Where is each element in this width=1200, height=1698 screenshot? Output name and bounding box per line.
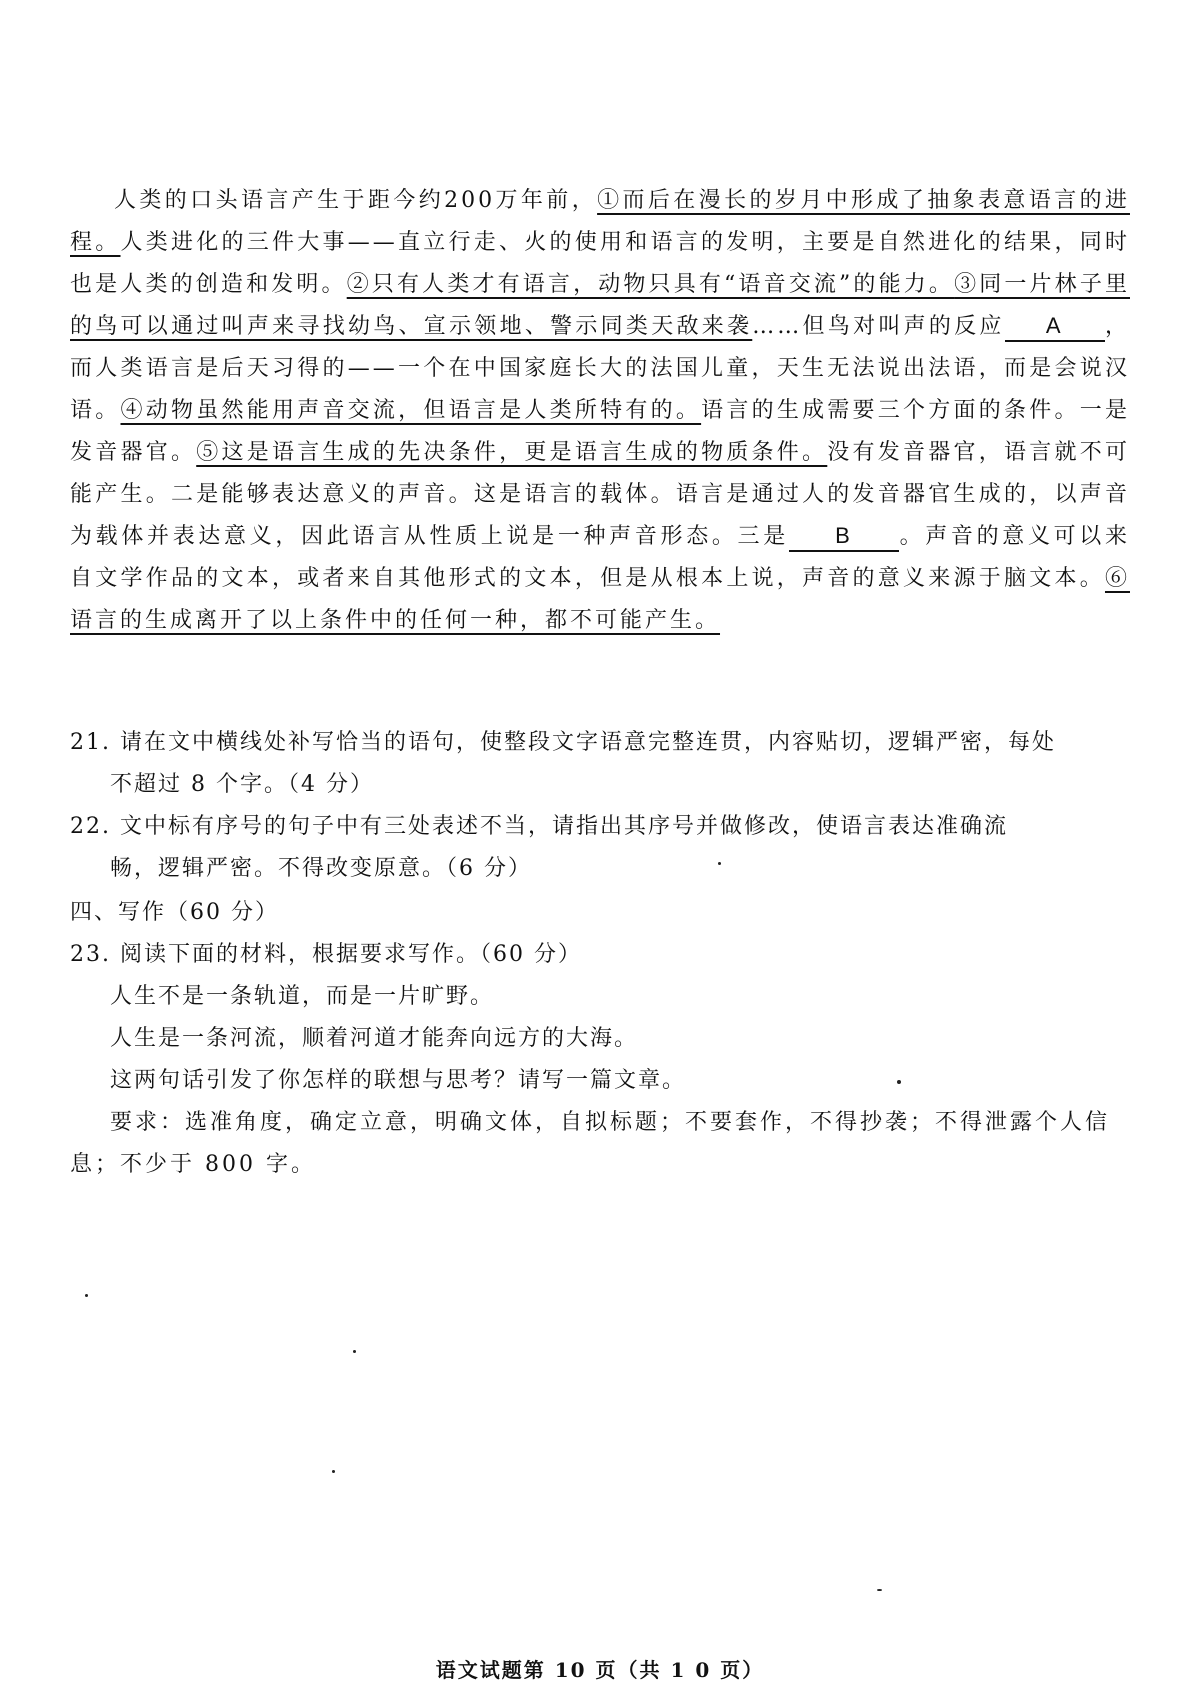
sentence-3: ③同一片林子里的鸟可以通过叫声来寻找幼鸟、宣示领地、警示同类天敌来袭 <box>70 272 1130 339</box>
scan-speck <box>897 1080 901 1084</box>
scan-speck <box>718 862 721 865</box>
sentence-evolution: 人类进化的三件大事——直立行走、火的使用和语言的发明，主要是自然进化的结果，同时也是人类的创造和发明。 <box>70 230 1130 297</box>
reading-passage <box>70 180 1130 642</box>
material-line-3: 这两句话引发了你怎样的联想与思考？请写一篇文章。 <box>110 1068 687 1093</box>
question-22 <box>70 806 1130 890</box>
sentence-meaning-source: 。声音的意义可以来自文学作品的文本，或者来自其他形式的文本，但是从根本上说，声音的意义来源于脑文本。 <box>70 524 1130 591</box>
question-22-line2: 畅，逻辑严密。不得改变原意。（6 分） <box>110 856 532 881</box>
sentence-5: ⑤这是语言生成的先决条件，更是语言生成的物质条件。 <box>196 440 828 465</box>
sentence-french-child: ，而人类语言是后天习得的——一个在中国家庭长大的法国儿童，天生无法说出法语，而是会说汉语。 <box>70 314 1130 423</box>
blank-b: B <box>789 522 899 552</box>
question-21-line2: 不超过 8 个字。（4 分） <box>110 772 374 797</box>
scan-speck <box>353 1350 356 1353</box>
writing-requirements: 要求：选准角度，确定立意，明确文体，自拟标题；不要套作，不得抄袭；不得泄露个人信息；不少于 800 字。 <box>70 1110 1111 1177</box>
section-writing-heading: 四、写作（60 分） <box>70 900 279 925</box>
sentence-4: ④动物虽然能用声音交流，但语言是人类所特有的。 <box>120 398 702 423</box>
scan-speck <box>877 1589 882 1591</box>
question-21-line1: 21. 请在文中横线处补写恰当的语句，使整段文字语意完整连贯，内容贴切，逻辑严密，每处 <box>70 730 1056 755</box>
scan-speck <box>85 1294 88 1297</box>
sentence-bird-reaction: ……但鸟对叫声的反应 <box>752 314 1005 339</box>
question-23: 23. 阅读下面的材料，根据要求写作。（60 分） <box>70 942 582 967</box>
scan-speck <box>332 1470 335 1473</box>
material-line-1: 人生不是一条轨道，而是一片旷野。 <box>110 984 495 1009</box>
material-line-2: 人生是一条河流，顺着河道才能奔向远方的大海。 <box>110 1026 639 1051</box>
question-21 <box>70 722 1130 806</box>
sentence-1: ①而后在漫长的岁月中形成了抽象表意语言的进程。 <box>70 188 1130 255</box>
question-22-line1: 22. 文中标有序号的句子中有三处表述不当，请指出其序号并做修改，使语言表达准确流 <box>70 814 1008 839</box>
sentence-6: ⑥语言的生成离开了以上条件中的任何一种，都不可能产生。 <box>70 566 1130 633</box>
sentence-sound-carrier: 没有发音器官，语言就不可能产生。二是能够表达意义的声音。这是语言的载体。语言是通过人的发音器官生成的，以声音为载体并表达意义，因此语言从性质上说是一种声音形态。三是 <box>70 440 1130 549</box>
sentence-three-conditions: 语言的生成需要三个方面的条件。一是发音器官。 <box>70 398 1130 465</box>
page-footer: 语文试题第 10 页（共 1 0 页） <box>435 1658 765 1682</box>
blank-a: A <box>1005 312 1105 342</box>
sentence-2: ②只有人类才有语言，动物只具有“语音交流”的能力。 <box>346 272 955 297</box>
sentence-intro: 人类的口头语言产生于距今约200万年前， <box>114 188 598 213</box>
